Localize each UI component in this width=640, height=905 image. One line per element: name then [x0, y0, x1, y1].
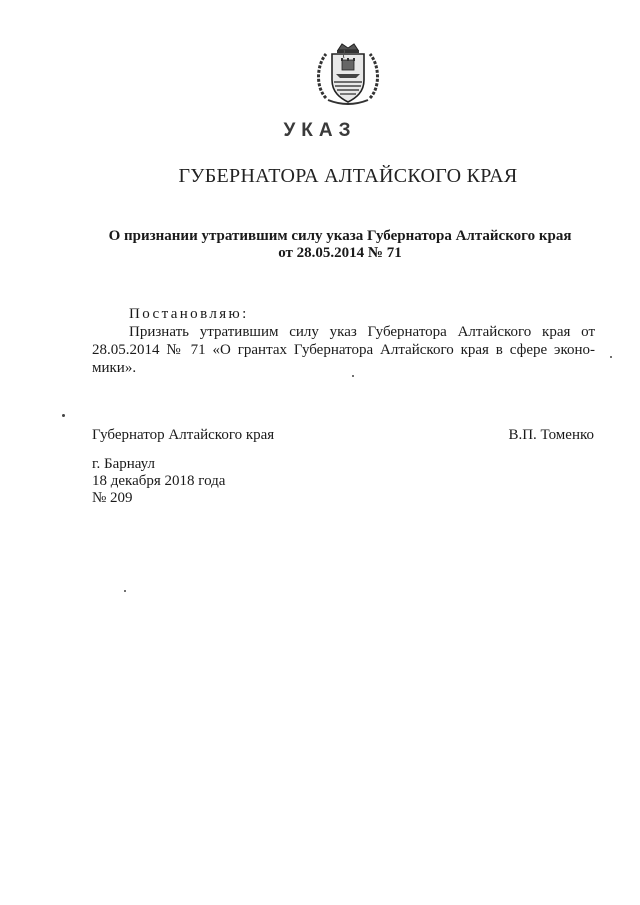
- scan-speck: [124, 590, 126, 592]
- decree-number: № 209: [92, 490, 133, 506]
- scan-speck: [62, 414, 65, 417]
- heading-line: О признании утратившим силу указа Губернатора Алтайского края: [108, 228, 572, 244]
- place-date-number: [92, 456, 225, 507]
- signatory-name: В.П. Томенко: [508, 427, 594, 443]
- decree-title: УКАЗ: [283, 120, 357, 141]
- signature-row: [92, 427, 594, 444]
- scan-speck: [352, 375, 354, 377]
- document-heading: [90, 228, 590, 262]
- decree-date: 18 декабря 2018 года: [92, 473, 226, 489]
- heading-line: от 28.05.2014 № 71: [278, 245, 402, 261]
- resolve-word: Постановляю:: [129, 306, 249, 322]
- authority-title: ГУБЕРНАТОРА АЛТАЙСКОГО КРАЯ: [178, 165, 518, 187]
- city: г. Барнаул: [92, 456, 155, 472]
- document-body: [92, 305, 595, 377]
- altai-coat-of-arms-icon: [314, 40, 382, 108]
- body-paragraph: Признать утратившим силу указ Губернатора Алтайского края от 28.05.2014 № 71 «О грантах Губернатора Алтайского края в сфере эконо-мики».: [92, 324, 595, 376]
- scan-speck: [610, 356, 612, 358]
- signatory-position: Губернатор Алтайского края: [92, 427, 275, 443]
